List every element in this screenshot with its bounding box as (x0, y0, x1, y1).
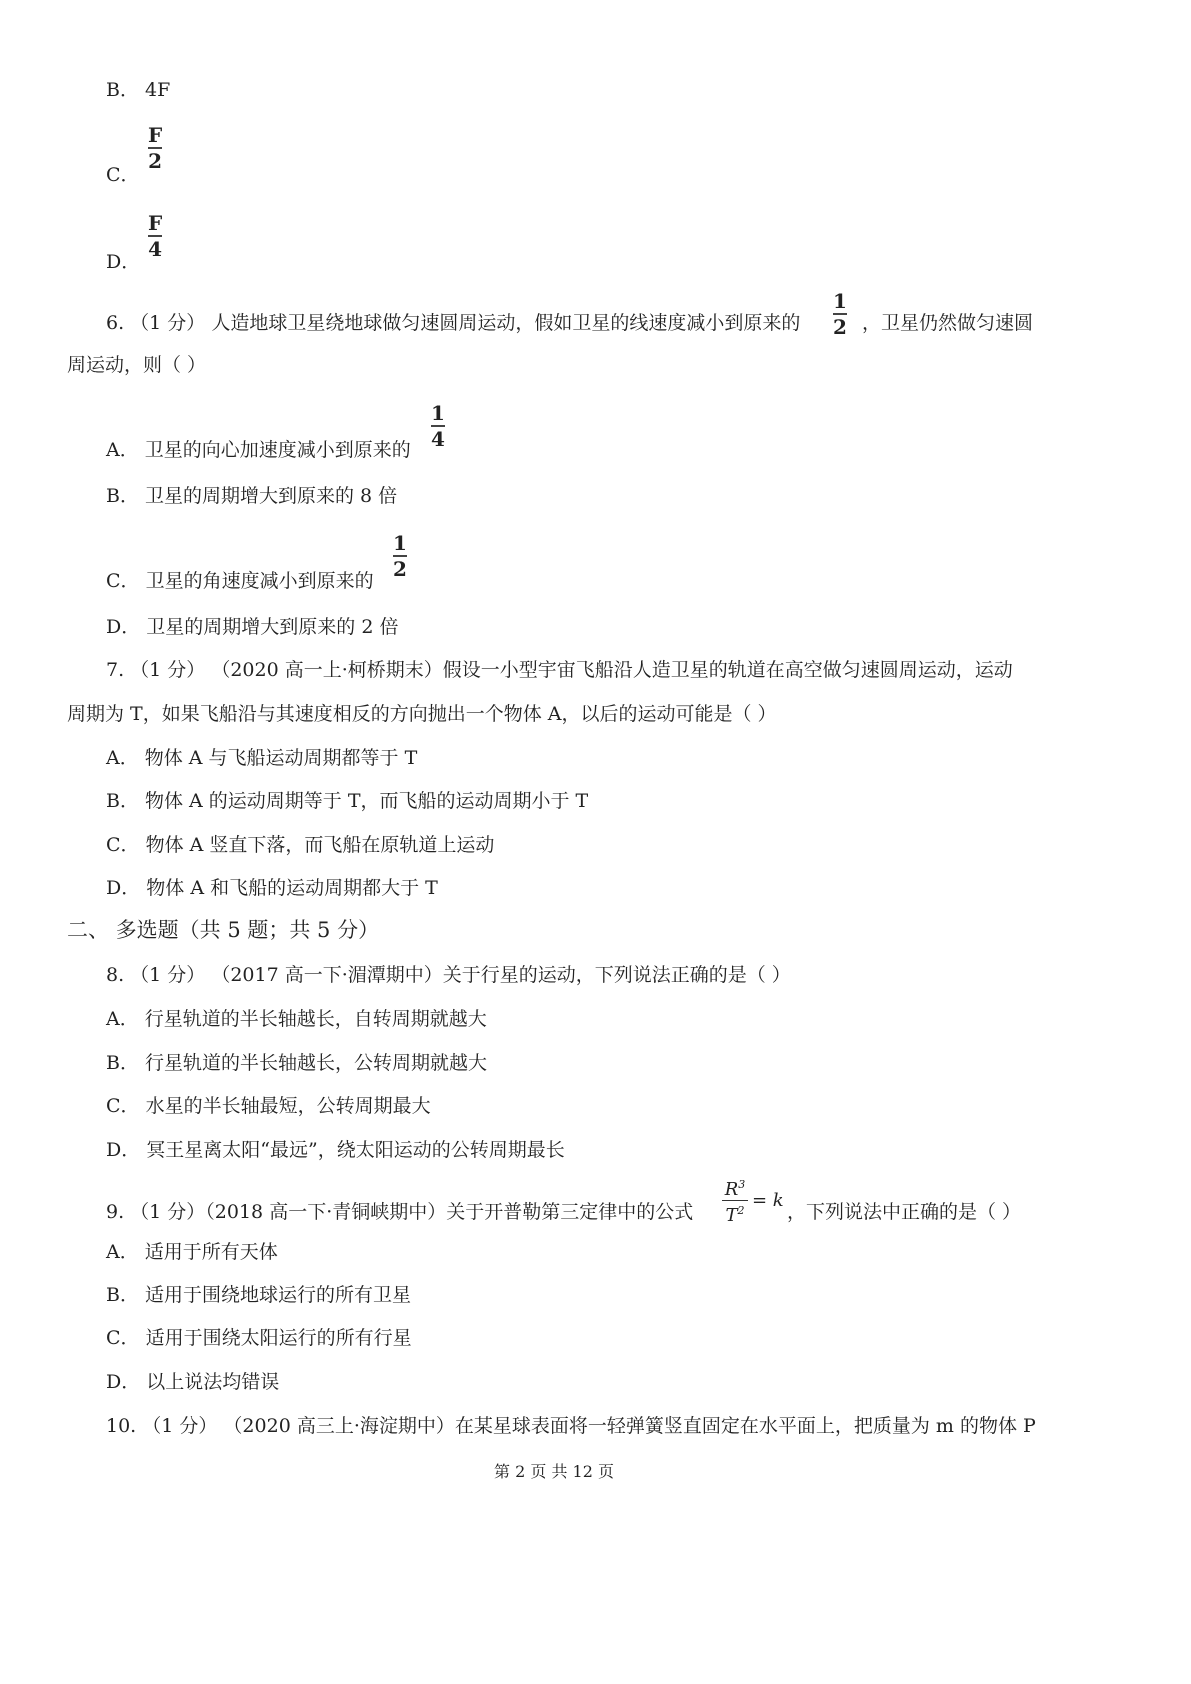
q6-stem-part2: ，卫星仍然做匀速圆 (862, 312, 1034, 334)
q9-option-b: B． 适用于围绕地球运行的所有卫星 (106, 1284, 412, 1306)
q6-option-c-fraction (393, 532, 407, 580)
q6-option-d: D． 卫星的周期增大到原来的 2 倍 (106, 616, 399, 638)
q9-stem-part1: 9. （1 分）（2018 高一下·青铜峡期中）关于开普勒第三定律中的公式 (106, 1201, 694, 1223)
q7-option-d: D． 物体 A 和飞船的运动周期都大于 T (106, 877, 438, 899)
fraction-denominator: 2 (393, 557, 407, 581)
q8-stem: 8. （1 分） （2017 高一下·湄潭期中）关于行星的运动，下列说法正确的是（ ） (106, 964, 791, 986)
q7-option-b: B． 物体 A 的运动周期等于 T，而飞船的运动周期小于 T (106, 790, 589, 812)
q9-kepler-formula (722, 1176, 784, 1225)
q5-option-b: B． 4F (106, 79, 171, 101)
q8-option-c: C． 水星的半长轴最短，公转周期最大 (106, 1095, 431, 1117)
fraction-numerator: 1 (431, 401, 445, 425)
q5-option-d-fraction (148, 212, 162, 260)
q6-stem-part1: 6. （1 分） 人造地球卫星绕地球做匀速圆周运动，假如卫星的线速度减小到原来的 (106, 312, 801, 334)
q8-option-d: D． 冥王星离太阳“最远”，绕太阳运动的公转周期最长 (106, 1139, 565, 1161)
fraction-denominator: 2 (148, 149, 163, 173)
q7-stem-line2: 周期为 T，如果飞船沿与其速度相反的方向抛出一个物体 A，以后的运动可能是（ ） (67, 703, 777, 725)
q9-option-c: C． 适用于围绕太阳运行的所有行星 (106, 1327, 412, 1349)
fraction-numerator: 1 (393, 531, 407, 555)
q9-option-a: A． 适用于所有天体 (106, 1241, 278, 1263)
q8-option-b: B． 行星轨道的半长轴越长，公转周期就越大 (106, 1052, 488, 1074)
page-footer: 第 2 页 共 12 页 (494, 1462, 614, 1481)
q7-option-a: A． 物体 A 与飞船运动周期都等于 T (106, 747, 418, 769)
q6-stem-fraction (833, 290, 847, 338)
q6-option-b: B． 卫星的周期增大到原来的 8 倍 (106, 485, 398, 507)
fraction-numerator: F (148, 123, 163, 147)
q9-option-d: D． 以上说法均错误 (106, 1371, 280, 1393)
fraction-numerator: F (148, 211, 163, 235)
q5-option-c-fraction (148, 124, 162, 172)
q6-option-c: C． 卫星的角速度减小到原来的 (106, 570, 374, 592)
fraction-denominator: 4 (148, 237, 163, 261)
q8-option-a: A． 行星轨道的半长轴越长，自转周期就越大 (106, 1008, 487, 1030)
fraction-bar (722, 1200, 748, 1201)
formula-numerator: $R^3$ (724, 1178, 746, 1200)
q9-stem-part2: ，下列说法中正确的是（ ） (787, 1201, 1022, 1223)
q5-option-d-label: D． (106, 251, 141, 273)
section-2-title: 二、 多选题（共 5 题；共 5 分） (67, 918, 380, 942)
fraction-denominator: 4 (431, 427, 445, 451)
q5-option-c-label: C． (106, 164, 140, 186)
q6-option-a: A． 卫星的向心加速度减小到原来的 (106, 439, 411, 461)
fraction-denominator: 2 (833, 315, 847, 339)
q7-stem-line1: 7. （1 分） （2020 高一上·柯桥期末）假设一小型宇宙飞船沿人造卫星的轨道在高空做匀速圆周运动，运动 (106, 659, 1013, 681)
formula-rhs: = k (752, 1190, 784, 1211)
q6-option-a-fraction (431, 402, 445, 450)
q7-option-c: C． 物体 A 竖直下落，而飞船在原轨道上运动 (106, 834, 495, 856)
q6-stem-line2: 周运动，则（ ） (67, 354, 207, 376)
q10-stem-line1: 10. （1 分） （2020 高三上·海淀期中）在某星球表面将一轻弹簧竖直固定在水平面上，把质量为 m 的物体 P (106, 1415, 1036, 1437)
fraction-numerator: 1 (833, 289, 847, 313)
formula-denominator: $T^2$ (725, 1204, 745, 1226)
